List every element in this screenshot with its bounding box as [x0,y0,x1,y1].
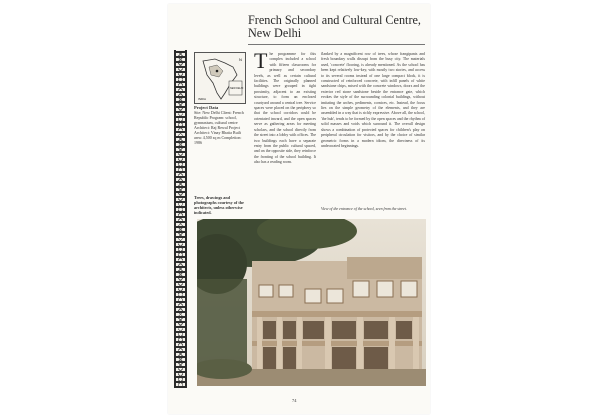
building-photograph [197,219,426,386]
project-data [194,105,246,145]
project-data-text: Site: New Delhi Client: French Republic Program: school, gymnasium, cultural centre Architect: Raj Rewal Project Architect: Vinay Bhatia Built area: 4,500 sq m Completion: 1986 [194,110,244,145]
india-map-graphic [195,53,245,103]
decorative-border [174,50,187,388]
credits-note: Trees, drawings and photographs courtesy of the architects, unless otherwise indicated. [194,195,244,215]
drop-cap: T [254,48,268,73]
photo-caption: View of the entrance of the school, seen from the street. [321,207,407,211]
location-map [194,52,246,104]
page-number: 74 [292,398,297,403]
country-label: INDIA [198,97,207,101]
school-building-image [197,219,426,386]
page-title: French School and Cultural Centre, New Delhi [248,13,421,40]
body-column-2: flanked by a magnificent row of trees, whose frangipanis and fresh boundary walls disrupt from the busy city. The materials used, 'concrete' flooring, is already mentioned. As the school has been kept relatively low-key, with mostly two stories, and access to its several rooms instead of one large compact block, it is constructed of reinforced concrete, with infill panels of white sandstone chips, mixed with the concrete windows, doors and the exterior red stone sandstone beside the entrance gate, which evokes the style of the surrounding colonial buildings, without imitating the arches, pediments, cornices, etc. Instead, the focus lies on the simple geometry of the elements, and they are assembled in a way that is richly expressive. Above all, the school, 'the hub', tends to be formed by the open spaces and the rhythm of solid masses and voids which surround it. The overall design shows a combination of protected spaces for children's play on peripheral circulation for visitors, and by the choice of similar geometric forms in a modern idiom, the directness of its undecorated beginnings. [321,52,425,148]
north-label: N [239,57,242,62]
city-label: NEW DELHI [230,87,244,90]
body-column-1 [254,48,316,166]
project-data-heading: Project Data [194,105,219,110]
body-column-1-text: he programme for this complex included a school with fifteen classrooms for primary and secondary levels, as well as certain cultural facilities. The originally planned buildings were grouped in tight proximity, adjacent to an existing structure, to form an enclosed courtyard around a central tree. Service spaces were placed on the periphery so that the school corridors could be orientated inward, and the open spaces serve as gathering areas for meeting scholars, and the school directly from the street into a lobby with offices. The two buildings each have a separate entry from the public cultural spaced, and on the opposite side, they reinforce the fronting of the school building. It also has a reading room. [254,52,316,165]
title-rule [248,44,425,45]
